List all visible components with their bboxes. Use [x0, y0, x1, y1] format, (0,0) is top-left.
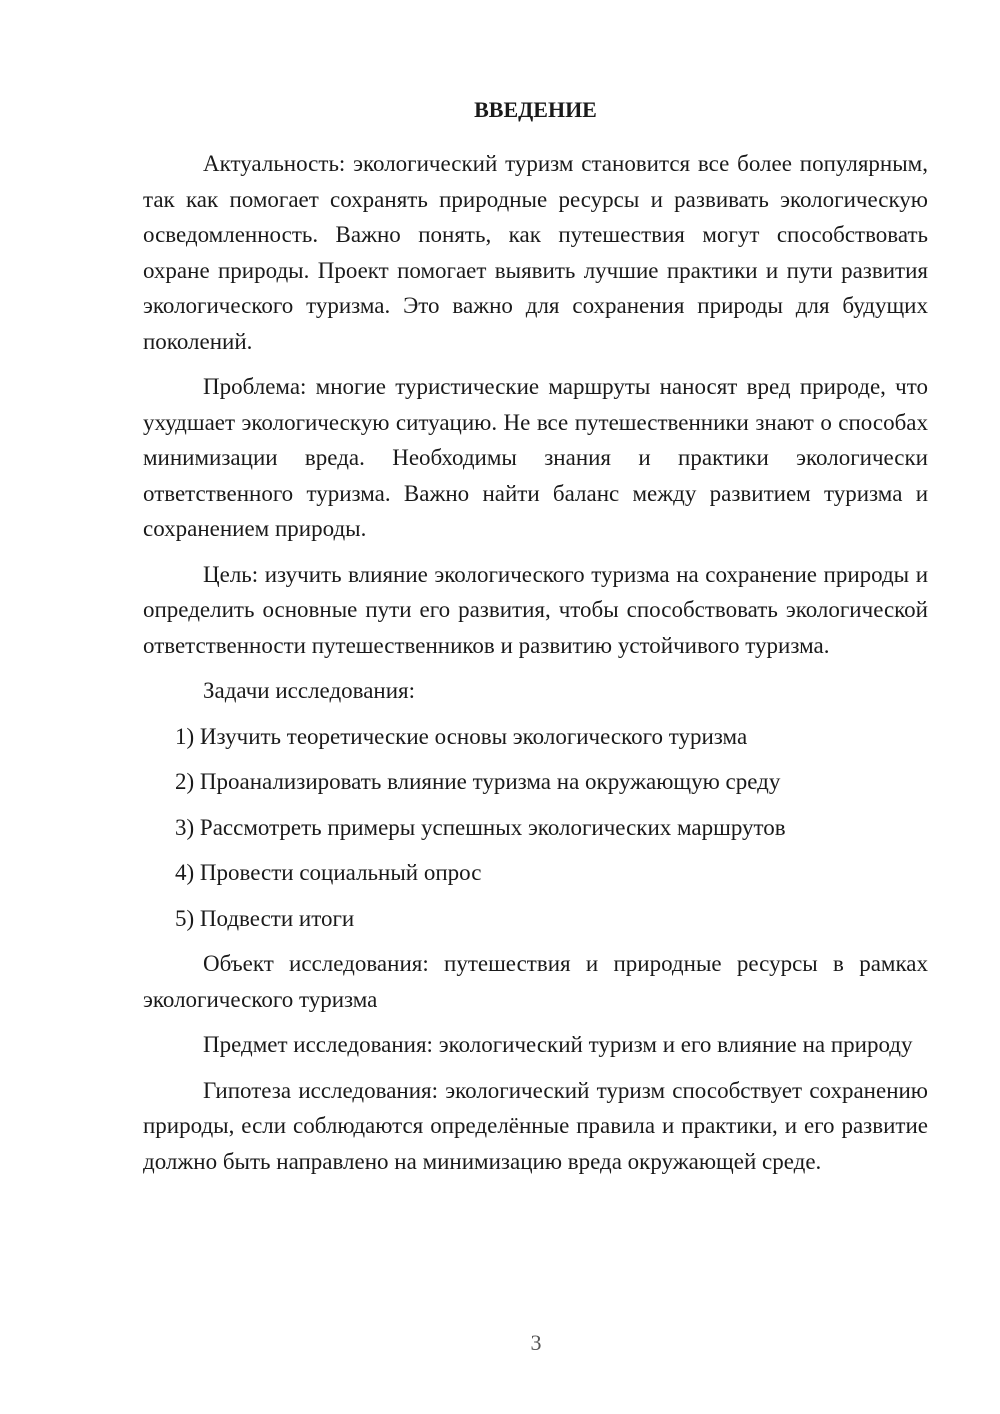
paragraph-problem: Проблема: многие туристические маршруты наносят вред природе, что ухудшает экологическую ситуацию. Не все путешественники знают о способах минимизации вреда. Необходимы знания и практики экологически ответственного туризма. Важно найти баланс между развитием туризма и сохранением природы.: [143, 374, 928, 541]
paragraph-relevance: Актуальность: экологический туризм становится все более популярным, так как помогает сохранять природные ресурсы и развивать экологическую осведомленность. Важно понять, как путешествия могут способствовать охране природы. Проект помогает выявить лучшие практики и пути развития экологического туризма. Это важно для сохранения природы для будущих поколений.: [143, 151, 928, 354]
tasks-list: [143, 719, 928, 937]
tasks-heading: Задачи исследования:: [203, 678, 416, 703]
paragraph-object: Объект исследования: путешествия и природные ресурсы в рамках экологического туризма: [143, 951, 928, 1012]
document-page: [143, 92, 928, 1189]
paragraph-goal: Цель: изучить влияние экологического туризма на сохранение природы и определить основные пути его развития, чтобы способствовать экологической ответственности путешественников и развитию устойчивого туризма.: [143, 561, 928, 658]
paragraph-subject: Предмет исследования: экологический туризм и его влияние на природу: [203, 1032, 913, 1057]
page-title: ВВЕДЕНИЕ: [474, 97, 597, 122]
list-item: 4) Провести социальный опрос: [175, 860, 482, 885]
page-number: 3: [530, 1330, 542, 1355]
list-item: 3) Рассмотреть примеры успешных экологических маршрутов: [175, 814, 786, 840]
list-item: 5) Подвести итоги: [175, 905, 355, 931]
list-item: 1) Изучить теоретические основы экологического туризма: [175, 723, 748, 749]
paragraph-hypothesis: Гипотеза исследования: экологический туризм способствует сохранению природы, если соблюдаются определённые правила и практики, и его развитие должно быть направлено на минимизацию вреда окружающей среде.: [143, 1077, 928, 1174]
list-item: 2) Проанализировать влияние туризма на окружающую среду: [175, 769, 781, 794]
